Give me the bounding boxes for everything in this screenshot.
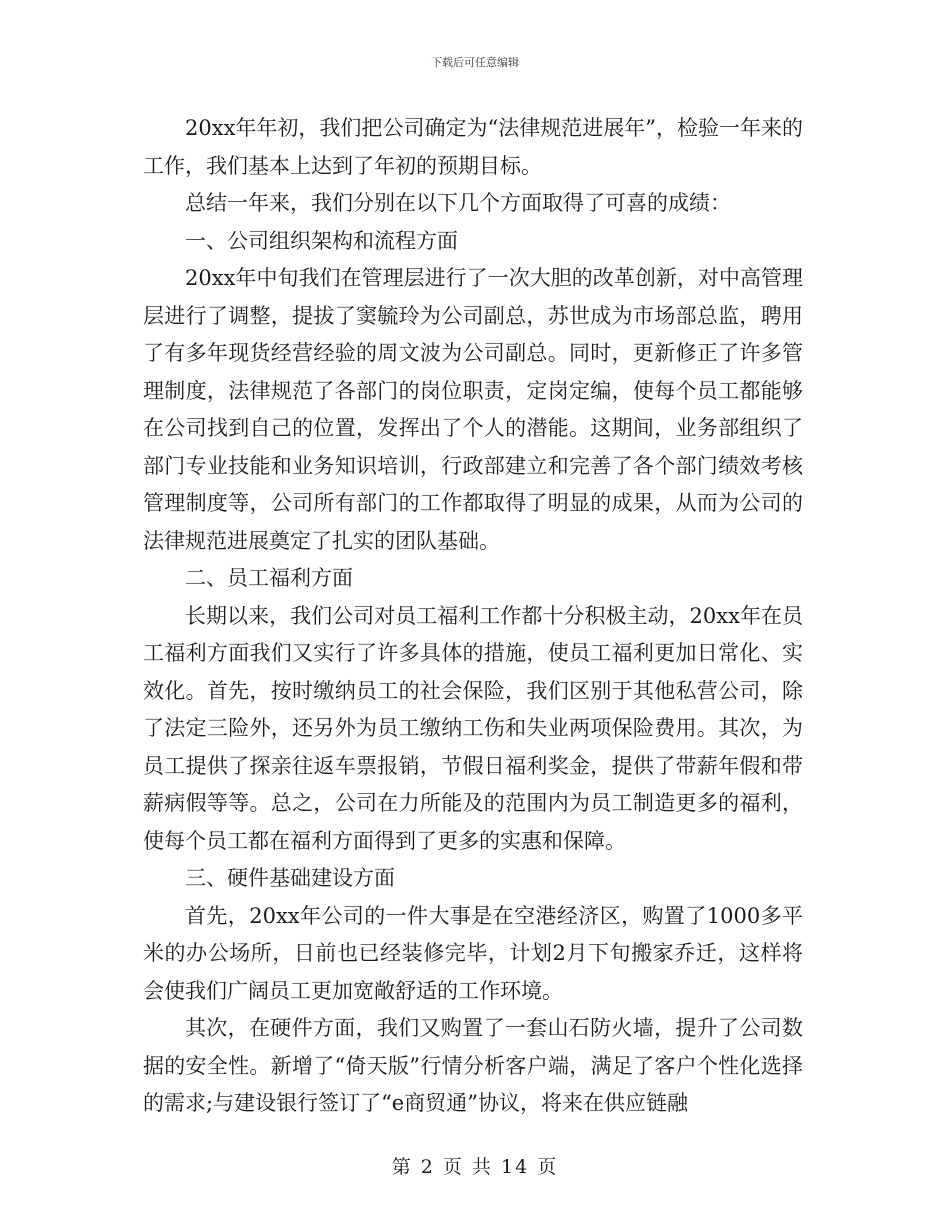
paragraph-organization: 20xx年中旬我们在管理层进行了一次大胆的改革创新，对中高管理层进行了调整，提拔了窦毓玲为公司副总，苏世成为市场部总监，聘用了有多年现货经营经验的周文波为公司副总。同时，更新修正了许多管理制度，法律规范了各部门的岗位职责，定岗定编，使每个员工都能够在公司找到自己的位置，发挥出了个人的潜能。这期间，业务部组织了部门专业技能和业务知识培训，行政部建立和完善了各个部门绩效考核管理制度等，公司所有部门的工作都取得了明显的成果，从而为公司的法律规范进展奠定了扎实的团队基础。 <box>143 266 803 553</box>
page-number-footer: 第 2 页 共 14 页 <box>391 1156 559 1178</box>
paragraph-summary: 总结一年来，我们分别在以下几个方面取得了可喜的成绩： <box>185 191 731 215</box>
document-body <box>143 110 803 1123</box>
section-heading-welfare: 二、员工福利方面 <box>185 566 353 590</box>
section-heading-infrastructure: 三、硬件基础建设方面 <box>185 866 395 890</box>
page-header: 下载后可任意编辑 <box>431 56 519 69</box>
paragraph-infrastructure-hardware: 其次，在硬件方面，我们又购置了一套山石防火墙，提升了公司数据的安全性。新增了“倚天版”行情分析客户端，满足了客户个性化选择的需求;与建设银行签订了“e商贸通”协议，将来在供应链融 <box>143 1016 803 1115</box>
paragraph-infrastructure-office: 首先，20xx年公司的一件大事是在空港经济区，购置了1000多平米的办公场所，日前也已经装修完毕，计划2月下旬搬家乔迁，这样将会使我们广阔员工更加宽敞舒适的工作环境。 <box>143 903 803 1003</box>
paragraph-welfare: 长期以来，我们公司对员工福利工作都十分积极主动，20xx年在员工福利方面我们又实行了许多具体的措施，使员工福利更加日常化、实效化。首先，按时缴纳员工的社会保险，我们区别于其他私营公司，除了法定三险外，还另外为员工缴纳工伤和失业两项保险费用。其次，为员工提供了探亲往返车票报销，节假日福利奖金，提供了带薪年假和带薪病假等等。总之，公司在力所能及的范围内为员工制造更多的福利，使每个员工都在福利方面得到了更多的实惠和保障。 <box>143 603 803 853</box>
section-heading-organization: 一、公司组织架构和流程方面 <box>185 228 458 253</box>
paragraph-intro: 20xx年年初，我们把公司确定为“法律规范进展年”，检验一年来的工作，我们基本上达到了年初的预期目标。 <box>143 116 803 178</box>
